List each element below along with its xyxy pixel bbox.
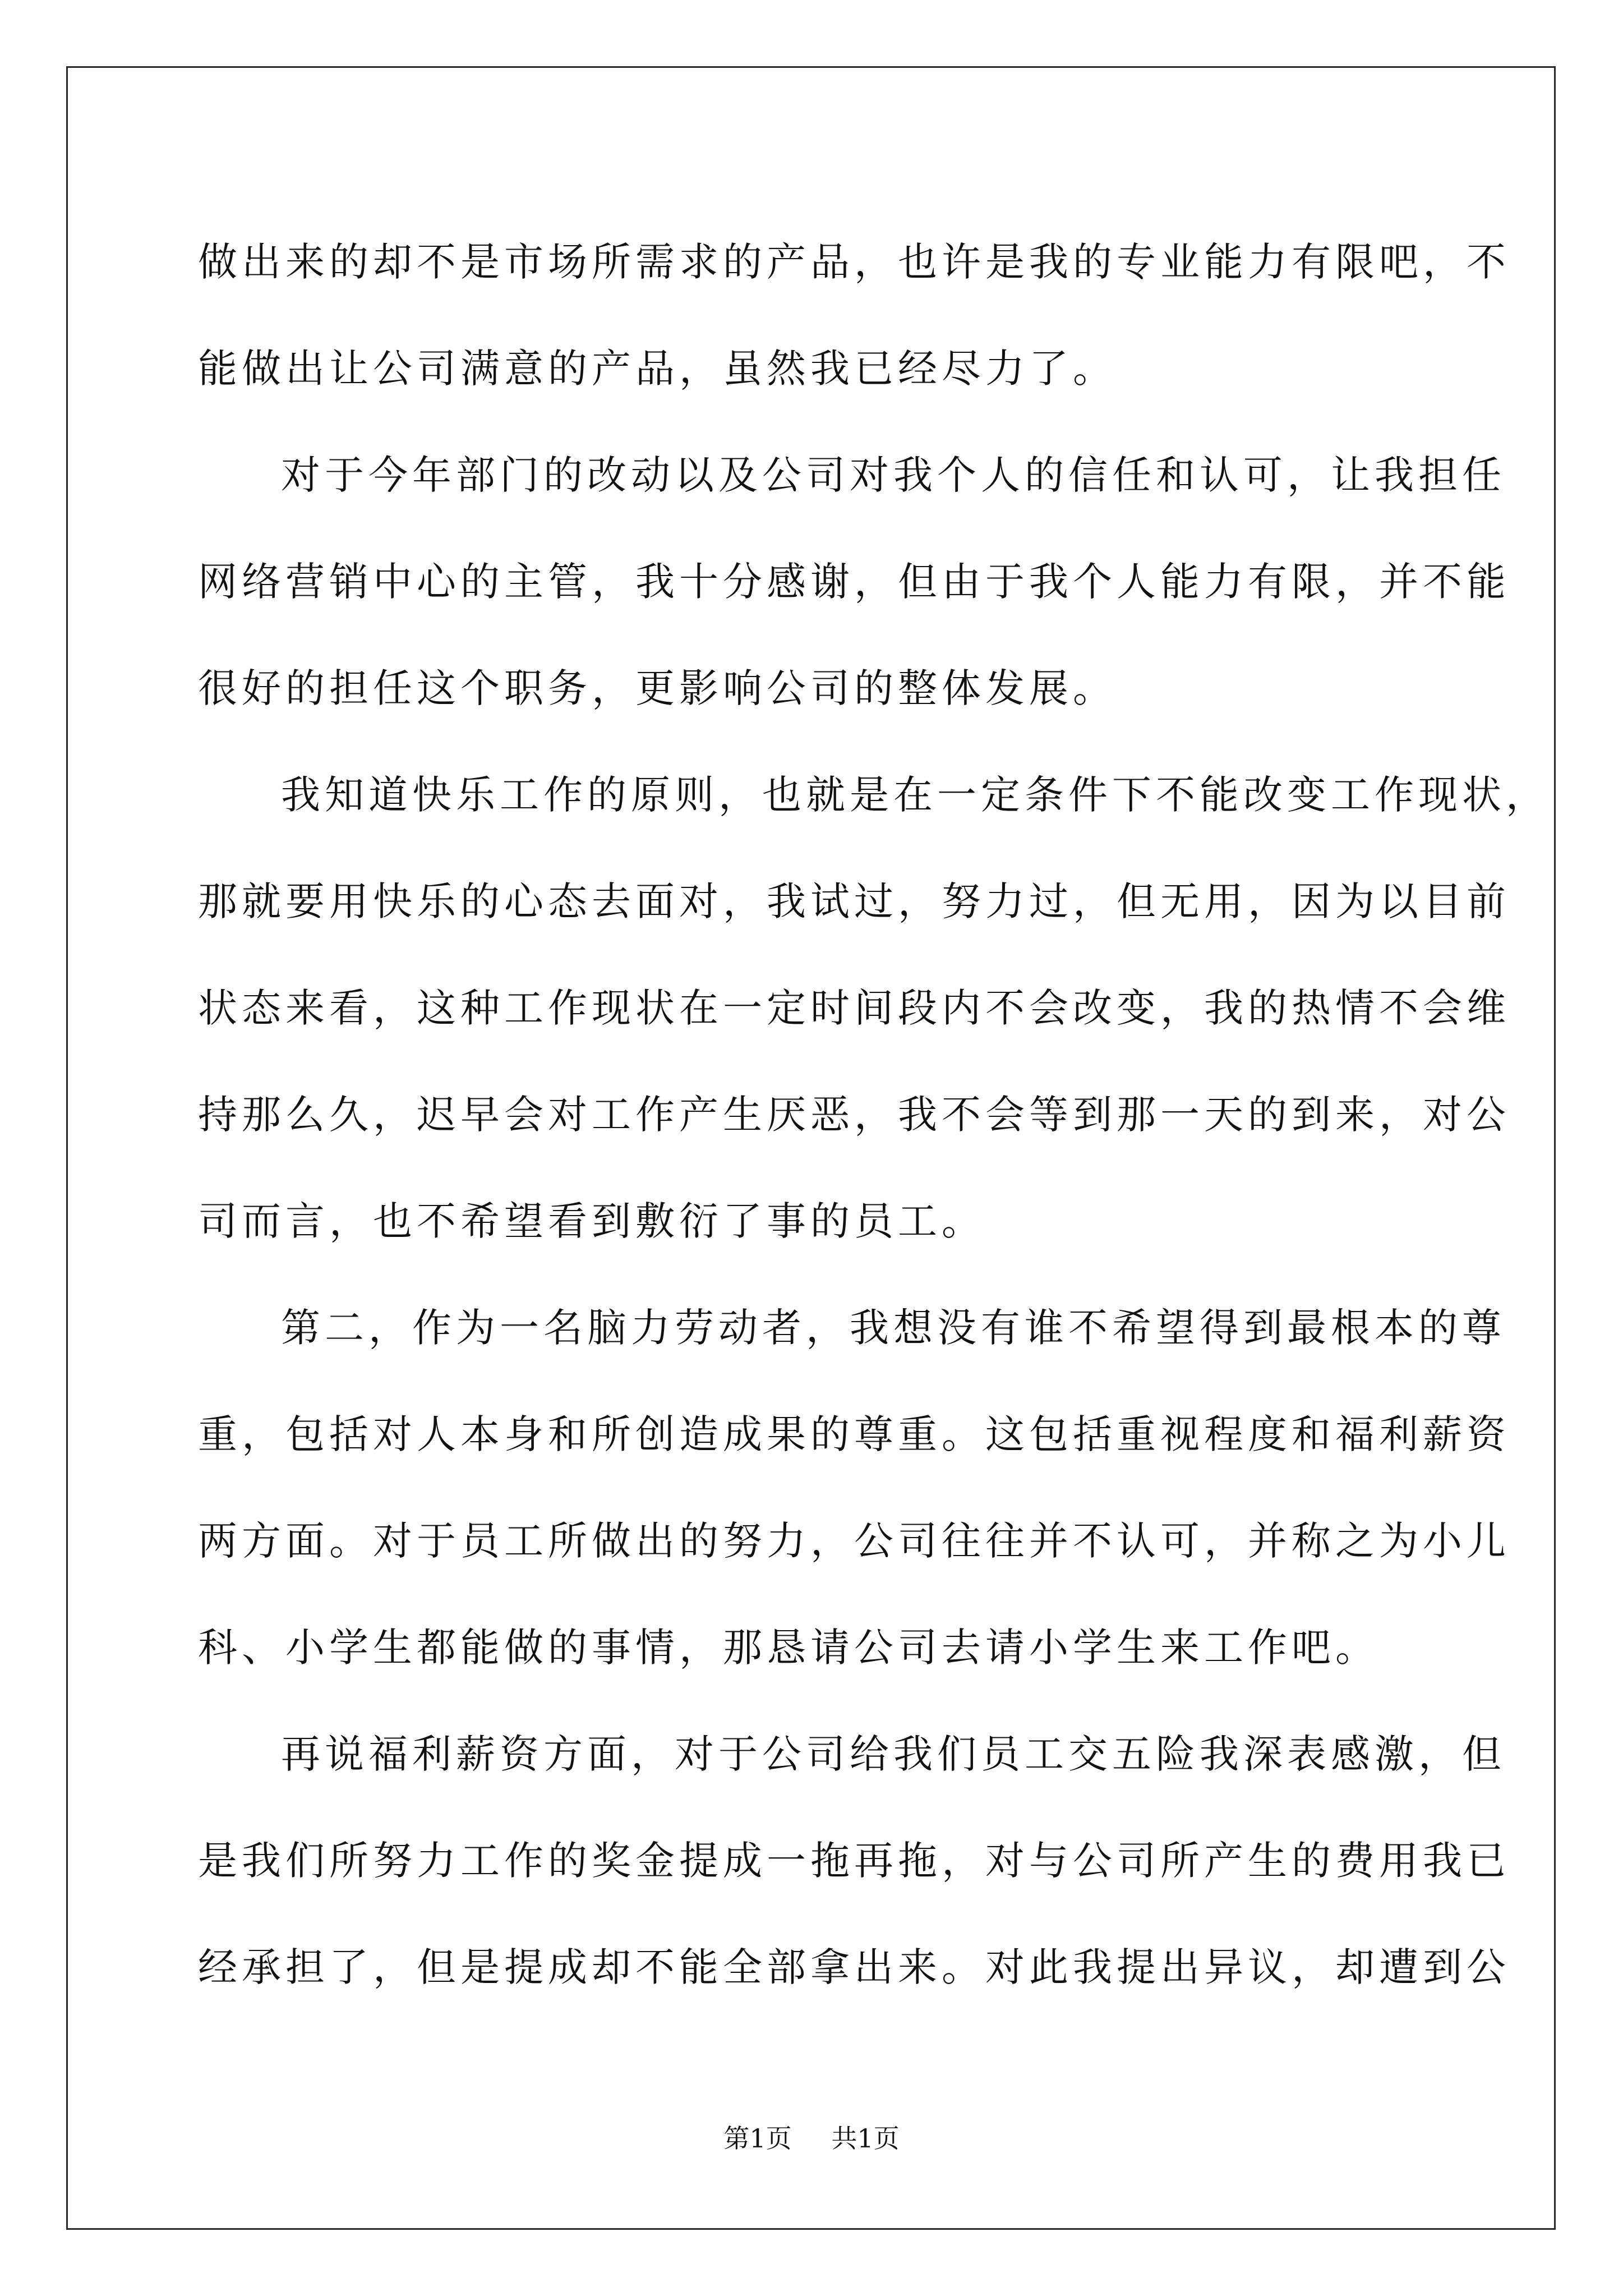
page-footer bbox=[0, 2122, 1623, 2155]
text-line: 持那么久，迟早会对工作产生厌恶，我不会等到那一天的到来，对公 bbox=[198, 1092, 1510, 1138]
text-line: 很好的担任这个职务，更影响公司的整体发展。 bbox=[198, 665, 1117, 711]
text-line: 那就要用快乐的心态去面对，我试过，努力过，但无用，因为以目前 bbox=[198, 878, 1510, 924]
text-line: 经承担了，但是提成却不能全部拿出来。对此我提出异议，却遭到公 bbox=[198, 1944, 1510, 1990]
text-line: 两方面。对于员工所做出的努力，公司往往并不认可，并称之为小儿 bbox=[198, 1518, 1510, 1564]
text-line: 司而言，也不希望看到敷衍了事的员工。 bbox=[198, 1198, 985, 1244]
text-line: 科、小学生都能做的事情，那恳请公司去请小学生来工作吧。 bbox=[198, 1625, 1379, 1671]
text-line-indented: 再说福利薪资方面，对于公司给我们员工交五险我深表感激，但 bbox=[281, 1731, 1506, 1777]
document-body bbox=[198, 209, 1550, 2021]
text-line: 状态来看，这种工作现状在一定时间段内不会改变，我的热情不会维 bbox=[198, 985, 1510, 1031]
text-line: 重，包括对人本身和所创造成果的尊重。这包括重视程度和福利薪资 bbox=[198, 1411, 1510, 1457]
text-line: 网络营销中心的主管，我十分感谢，但由于我个人能力有限，并不能 bbox=[198, 559, 1510, 605]
text-line-indented: 第二，作为一名脑力劳动者，我想没有谁不希望得到最根本的尊 bbox=[281, 1305, 1506, 1351]
text-line-indented: 我知道快乐工作的原则，也就是在一定条件下不能改变工作现状， bbox=[281, 772, 1550, 818]
text-line-indented: 对于今年部门的改动以及公司对我个人的信任和认可，让我担任 bbox=[281, 452, 1506, 498]
text-line: 做出来的却不是市场所需求的产品，也许是我的专业能力有限吧，不 bbox=[198, 239, 1510, 285]
page-number-total: 共1页 bbox=[831, 2123, 900, 2154]
page-number-current: 第1页 bbox=[723, 2123, 792, 2154]
text-line: 能做出让公司满意的产品，虽然我已经尽力了。 bbox=[198, 346, 1117, 392]
text-line: 是我们所努力工作的奖金提成一拖再拖，对与公司所产生的费用我已 bbox=[198, 1838, 1510, 1884]
